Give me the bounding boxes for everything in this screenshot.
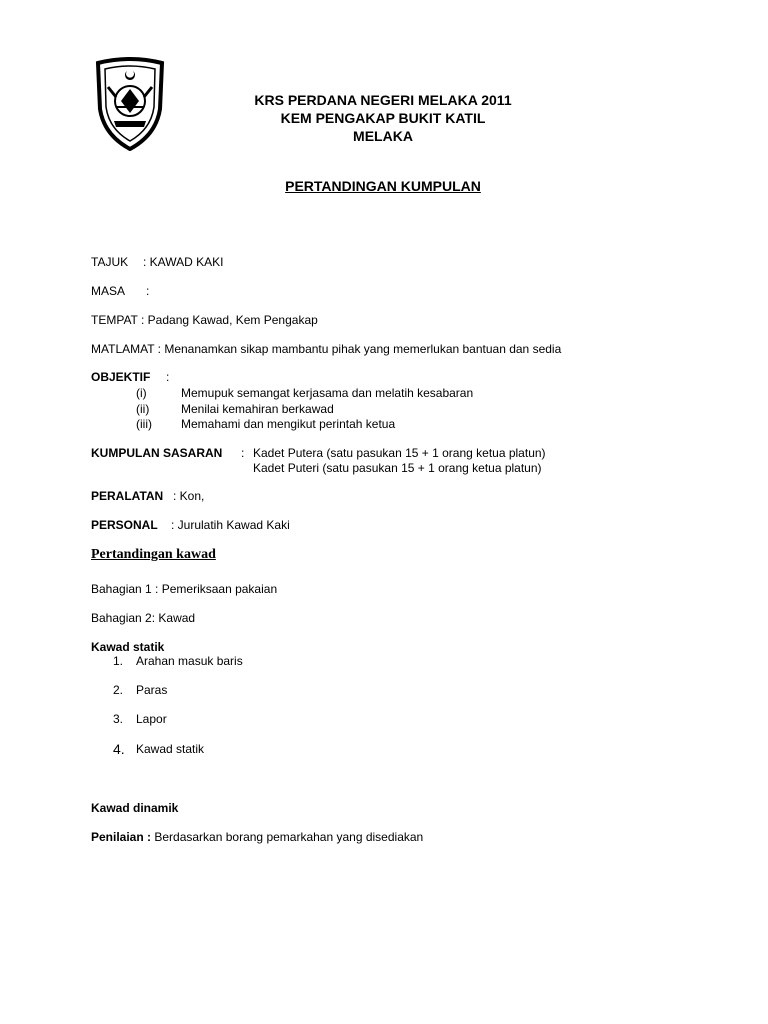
objektif-colon: : xyxy=(166,370,170,384)
personal-label: PERSONAL xyxy=(91,518,158,532)
kumpulan-sasaran-line-1: Kadet Putera (satu pasukan 15 + 1 orang ketua platun) xyxy=(253,446,546,460)
masa-value: : xyxy=(146,284,150,298)
kawad-statik-item-1-text: Arahan masuk baris xyxy=(136,654,243,668)
objektif-item-2-text: Menilai kemahiran berkawad xyxy=(181,402,334,416)
kumpulan-sasaran-colon: : xyxy=(241,446,245,460)
header-line-2: KEM PENGAKAP BUKIT KATIL xyxy=(280,110,486,126)
kawad-statik-item-1-num: 1. xyxy=(113,654,124,668)
tempat-line: TEMPAT : Padang Kawad, Kem Pengakap xyxy=(91,313,318,327)
objektif-label: OBJEKTIF xyxy=(91,370,151,384)
peralatan-label: PERALATAN xyxy=(91,489,164,503)
header-line-1: KRS PERDANA NEGERI MELAKA 2011 xyxy=(254,92,512,108)
kumpulan-sasaran-line-2: Kadet Puteri (satu pasukan 15 + 1 orang ketua platun) xyxy=(253,461,542,475)
masa-label: MASA xyxy=(91,284,126,298)
penilaian-value: Berdasarkan borang pemarkahan yang disediakan xyxy=(151,830,424,844)
kawad-statik-item-3-num: 3. xyxy=(113,712,124,726)
penilaian-label: Penilaian : xyxy=(91,830,152,844)
kawad-statik-item-3-text: Lapor xyxy=(136,712,167,726)
matlamat-line: MATLAMAT : Menanamkan sikap mambantu pihak yang memerlukan bantuan dan sedia xyxy=(91,342,562,356)
kawad-statik-item-2-num: 2. xyxy=(113,683,124,697)
kawad-dinamik-heading: Kawad dinamik xyxy=(91,801,179,815)
tajuk-value: : KAWAD KAKI xyxy=(143,255,224,269)
objektif-item-1-num: (i) xyxy=(136,386,147,400)
objektif-item-3-text: Memahami dan mengikut perintah ketua xyxy=(181,417,396,431)
tajuk-label: TAJUK xyxy=(91,255,129,269)
personal-value: : Jurulatih Kawad Kaki xyxy=(171,518,290,532)
kawad-statik-heading: Kawad statik xyxy=(91,640,165,654)
page-title: PERTANDINGAN KUMPULAN xyxy=(285,178,481,194)
header-line-3: MELAKA xyxy=(353,128,413,144)
pertandingan-heading: Pertandingan kawad xyxy=(91,547,216,562)
peralatan-value: : Kon, xyxy=(173,489,205,503)
objektif-item-3-num: (iii) xyxy=(136,417,152,431)
penilaian-line xyxy=(91,830,423,844)
kawad-statik-item-4-num: 4. xyxy=(113,741,125,757)
kawad-statik-item-4-text: Kawad statik xyxy=(136,742,205,756)
bahagian-1: Bahagian 1 : Pemeriksaan pakaian xyxy=(91,582,278,596)
objektif-item-2-num: (ii) xyxy=(136,402,150,416)
kumpulan-sasaran-label: KUMPULAN SASARAN xyxy=(91,446,223,460)
objektif-item-1-text: Memupuk semangat kerjasama dan melatih kesabaran xyxy=(181,386,474,400)
kawad-statik-item-2-text: Paras xyxy=(136,683,168,697)
bahagian-2: Bahagian 2: Kawad xyxy=(91,611,196,625)
scout-crest-logo xyxy=(94,57,166,151)
